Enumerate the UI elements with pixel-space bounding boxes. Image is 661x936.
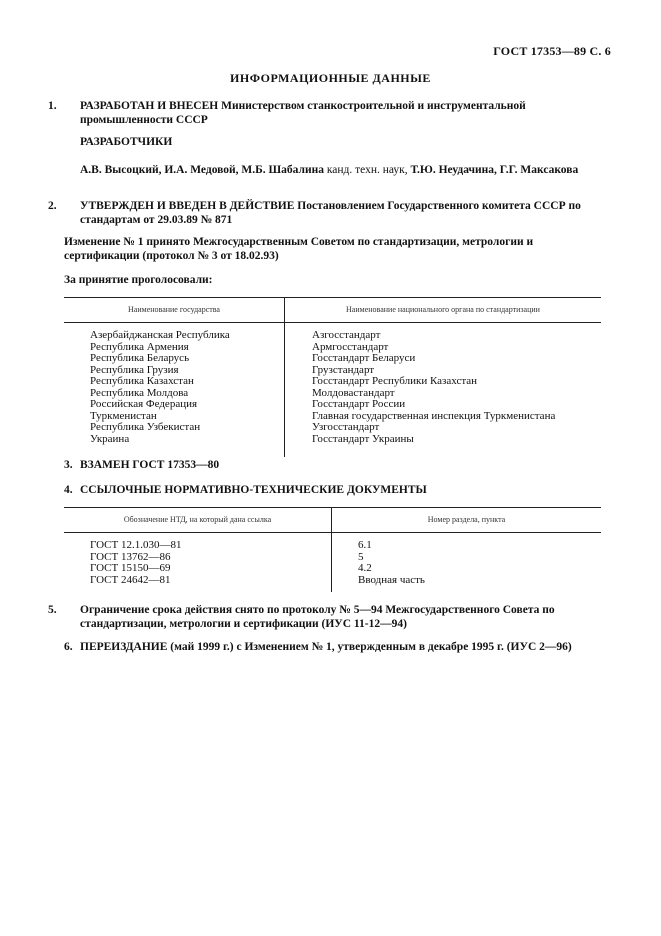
section-3-text: ВЗАМЕН ГОСТ 17353—80 <box>80 459 220 471</box>
developers-names-2: Т.Ю. Неудачина, Г.Г. Максакова <box>410 164 579 176</box>
voting-table-body-cell: Армгосстандарт <box>312 340 389 353</box>
voting-table-state-cell: Республика Узбекистан <box>90 421 201 433</box>
section-4-number: 4. <box>64 484 73 496</box>
references-table-doc-cell: ГОСТ 24642—81 <box>90 573 171 586</box>
voting-table-header-state: Наименование государства <box>64 298 285 323</box>
voting-table-header-body: Наименование национального органа по стандартизации <box>285 298 602 323</box>
voting-table-states <box>64 323 285 458</box>
section-6-text: ПЕРЕИЗДАНИЕ (май 1999 г.) с Изменением № 1, утвержденным в декабре 1995 г. (ИУС 2—96) <box>80 641 572 653</box>
vote-heading: За принятие проголосовали: <box>64 274 213 286</box>
voting-table-body-cell: Главная государственная инспекция Туркменистана <box>312 409 556 422</box>
references-table-docs <box>64 533 332 593</box>
section-6 <box>64 640 609 654</box>
voting-table-state-cell: Российская Федерация <box>90 398 198 410</box>
developers-names-1: А.В. Высоцкий, И.А. Медовой, М.Б. Шабалина <box>80 164 324 176</box>
section-3-number: 3. <box>64 459 73 471</box>
references-table-header-doc: Обозначение НТД, на который дана ссылка <box>64 508 332 533</box>
references-table-doc-cell: ГОСТ 13762—86 <box>90 550 171 563</box>
section-2 <box>48 199 620 227</box>
section-2-text: Постановлением Государственного комитета СССР по стандартам от 29.03.89 № 871 <box>80 200 581 226</box>
voting-table-body-cell: Госстандарт Украины <box>312 432 414 445</box>
voting-table-state-cell: Азербайджанская Республика <box>90 329 230 341</box>
section-6-number: 6. <box>64 641 73 653</box>
voting-table-body-cell: Грузстандарт <box>312 363 375 376</box>
voting-table-body-cell: Госстандарт России <box>312 398 406 410</box>
voting-table-state-cell: Республика Грузия <box>90 363 179 376</box>
developers-degree: канд. техн. наук, <box>326 164 408 176</box>
document-code-header: ГОСТ 17353—89 С. 6 <box>493 44 611 58</box>
section-3 <box>64 458 604 472</box>
voting-table-state-cell: Республика Беларусь <box>90 352 190 364</box>
references-table <box>64 507 601 592</box>
voting-table-body-cell: Госстандарт Республики Казахстан <box>312 375 478 387</box>
developers-heading: РАЗРАБОТЧИКИ <box>80 136 173 148</box>
references-table-refs <box>332 533 602 593</box>
voting-table <box>64 297 601 457</box>
section-5-number: 5. <box>48 604 57 616</box>
voting-table-state-cell: Украина <box>90 432 130 445</box>
section-5 <box>48 603 620 631</box>
voting-table-body-cell: Азгосстандарт <box>312 329 381 341</box>
voting-table-state-cell: Республика Казахстан <box>90 375 194 387</box>
references-table-header-ref: Номер раздела, пункта <box>332 508 602 533</box>
references-table-ref-cell: Вводная часть <box>358 573 425 586</box>
amendment-note: Изменение № 1 принято Межгосударственным Советом по стандартизации, метрологии и сертификации (протокол № 3 от 18.02.93) <box>64 236 534 262</box>
developers-list <box>80 163 600 177</box>
section-2-lead: УТВЕРЖДЕН И ВВЕДЕН В ДЕЙСТВИЕ <box>80 200 295 212</box>
references-table-ref-cell: 4.2 <box>358 562 372 574</box>
section-5-text: Ограничение срока действия снято по протоколу № 5—94 Межгосударственного Совета по стандартизации, метрологии и сертификации (ИУС 11-12—94) <box>80 604 555 630</box>
voting-table-state-cell: Республика Молдова <box>90 386 189 399</box>
page-title: ИНФОРМАЦИОННЫЕ ДАННЫЕ <box>230 71 431 85</box>
section-2-number: 2. <box>48 200 57 212</box>
section-1-text: Министерством станкостроительной и инструментальной промышленности СССР <box>80 100 526 126</box>
references-table-ref-cell: 5 <box>358 550 364 563</box>
section-1-lead: РАЗРАБОТАН И ВНЕСЕН <box>80 100 219 112</box>
section-4 <box>64 483 604 497</box>
voting-table-body-cell: Молдовастандарт <box>312 386 395 399</box>
section-1 <box>48 99 620 127</box>
voting-table-bodies <box>285 323 602 458</box>
section-4-text: ССЫЛОЧНЫЕ НОРМАТИВНО-ТЕХНИЧЕСКИЕ ДОКУМЕНТЫ <box>80 484 427 496</box>
voting-table-state-cell: Туркменистан <box>90 409 157 422</box>
references-table-doc-cell: ГОСТ 15150—69 <box>90 562 171 574</box>
section-1-number: 1. <box>48 100 57 112</box>
voting-table-state-cell: Республика Армения <box>90 340 189 353</box>
voting-table-body-cell: Госстандарт Беларуси <box>312 352 416 364</box>
references-table-doc-cell: ГОСТ 12.1.030—81 <box>90 539 182 551</box>
references-table-ref-cell: 6.1 <box>358 539 372 551</box>
voting-table-body-cell: Узгосстандарт <box>312 421 380 433</box>
